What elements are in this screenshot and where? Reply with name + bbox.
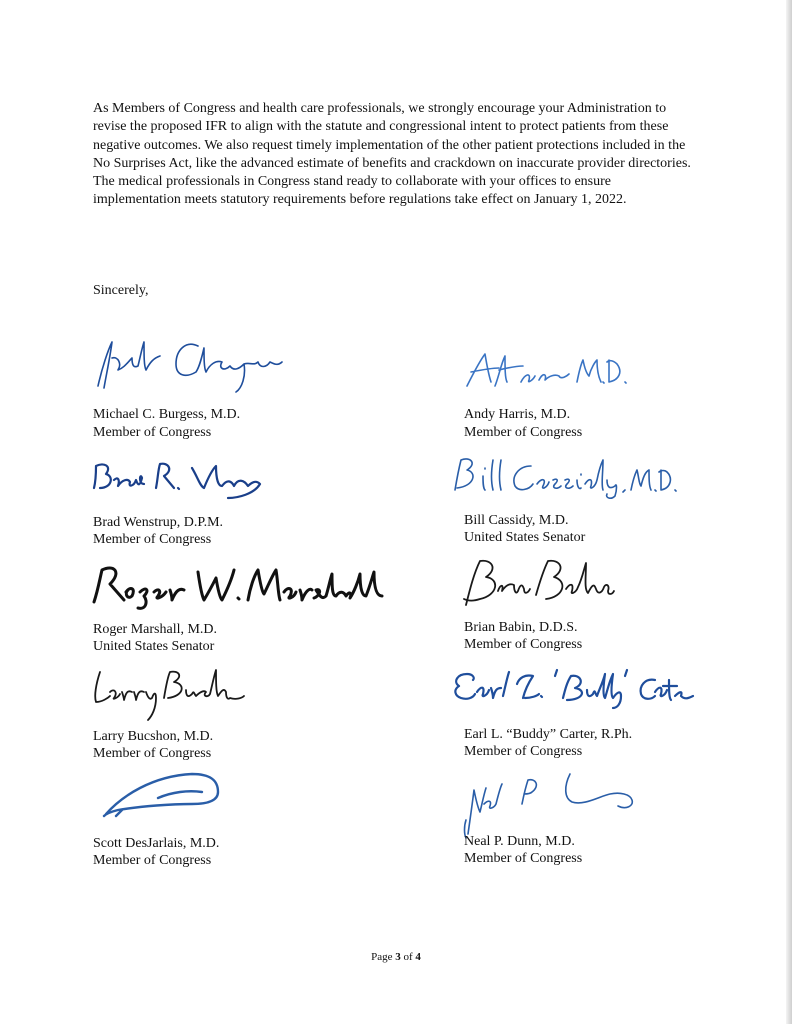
signature-babin: [458, 555, 618, 615]
signatory-title: Member of Congress: [464, 425, 583, 440]
signature-harris: [459, 346, 639, 396]
signatory-title: United States Senator: [93, 639, 215, 654]
signatory-title: Member of Congress: [93, 746, 212, 761]
signatory-name: Earl L. “Buddy” Carter, R.Ph.: [464, 727, 633, 742]
signatory-name: Scott DesJarlais, M.D.: [93, 836, 220, 851]
signatory-title: United States Senator: [464, 530, 586, 545]
signature-bucshon: [88, 662, 248, 722]
signatory-name: Michael C. Burgess, M.D.: [93, 407, 241, 422]
page-edge-shadow: [786, 0, 792, 1024]
signature-burgess: [88, 328, 288, 398]
signature-cassidy: [445, 450, 685, 500]
page-number-middle: of: [400, 951, 416, 963]
signature-desjarlais: [92, 766, 242, 826]
page-number-current: 3: [395, 951, 401, 963]
closing-salutation: Sincerely,: [93, 283, 149, 298]
signatory-name: Bill Cassidy, M.D.: [464, 513, 569, 528]
page-number-prefix: Page: [371, 951, 396, 963]
signatory-title: Member of Congress: [93, 425, 212, 440]
signatory-title: Member of Congress: [464, 851, 583, 866]
signatory-name: Brian Babin, D.D.S.: [464, 620, 578, 635]
signatory-name: Andy Harris, M.D.: [464, 407, 571, 422]
signatory-title: Member of Congress: [464, 637, 583, 652]
signatory-name: Neal P. Dunn, M.D.: [464, 834, 575, 849]
page-number: [0, 951, 792, 963]
signatory-name: Larry Bucshon, M.D.: [93, 729, 214, 744]
signatory-title: Member of Congress: [93, 532, 212, 547]
signature-carter: [445, 660, 695, 710]
signatory-name: Roger Marshall, M.D.: [93, 622, 218, 637]
signatory-title: Member of Congress: [464, 744, 583, 759]
page-number-total: 4: [415, 951, 421, 963]
signature-marshall: [88, 562, 388, 612]
letter-paragraph: As Members of Congress and health care professionals, we strongly encourage your Administration to revise the proposed IFR to align with the statute and congressional intent to protect patients from these negative outcomes. We also request timely implementation of the other patient protections included in the No Surprises Act, like the advanced estimate of benefits and crackdown on inaccurate provider directories. The medical professionals in Congress stand ready to collaborate with your offices to ensure implementation meets statutory requirements before regulations take effect on January 1, 2022.: [93, 101, 691, 208]
signatory-title: Member of Congress: [93, 853, 212, 868]
signature-wenstrup: [88, 458, 268, 502]
signatory-name: Brad Wenstrup, D.P.M.: [93, 515, 224, 530]
signature-dunn: [460, 764, 660, 844]
